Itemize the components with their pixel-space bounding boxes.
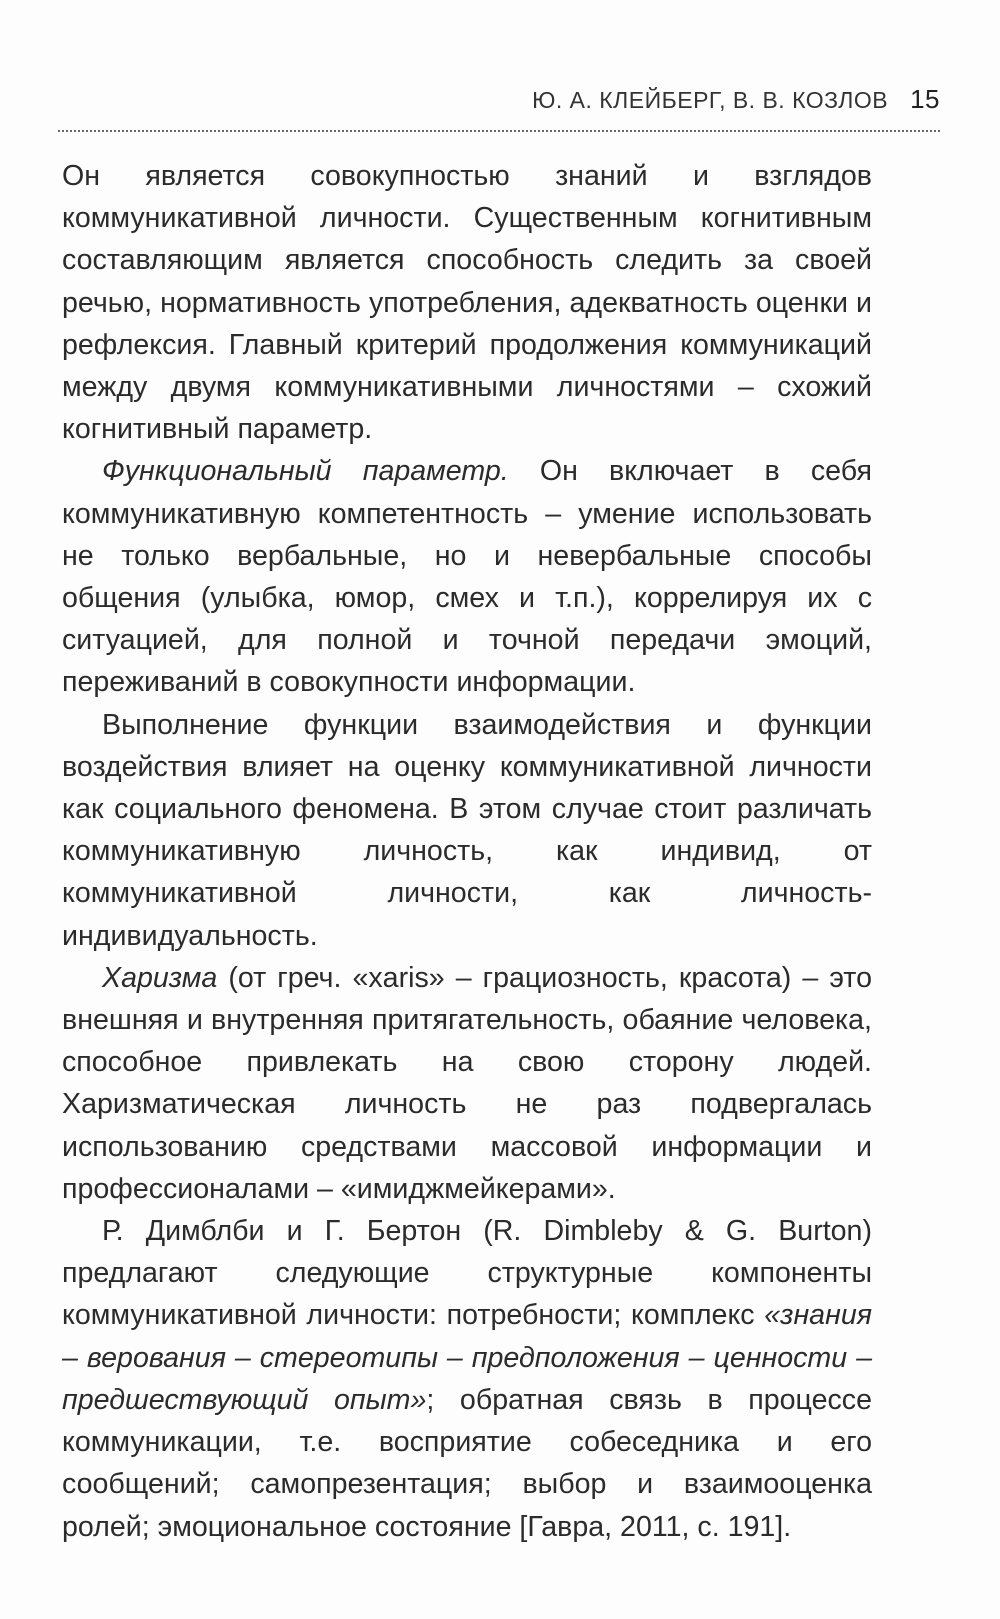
- running-header: [58, 84, 940, 124]
- paragraph-2: [62, 450, 872, 703]
- paragraph-4: [62, 957, 872, 1210]
- paragraph-5-italic: «знания – верования – стереотипы – предположения – ценности – предшествующий опыт»: [62, 1299, 872, 1416]
- paragraph-1: [62, 155, 872, 450]
- paragraph-4-term: Харизма: [102, 961, 218, 994]
- paragraph-5-end: ; обратная связь в процессе коммуникации, т.е. восприятие собеседника и его сообщений; самопрезентация; выбор и взаимооценка ролей; эмоциональное состояние [Гавра, 2011, с. 191].: [62, 1383, 873, 1543]
- page-body: [62, 155, 872, 1548]
- paragraph-3: [62, 704, 872, 957]
- header-authors: Ю. А. КЛЕЙБЕРГ, В. В. КОЗЛОВ: [532, 87, 889, 113]
- paragraph-3-text: Выполнение функции взаимодействия и функции воздействия влияет на оценку коммуникативной личности как социального феномена. В этом случае стоит различать коммуникативную личность, как индивид, от коммуникативной личности, как личность-индивидуальность.: [62, 708, 872, 952]
- paragraph-1-text: Он является совокупностью знаний и взглядов коммуникативной личности. Существенным когнитивным составляющим является способность следить за своей речью, нормативность употребления, адекватность оценки и рефлексия. Главный критерий продолжения коммуникаций между двумя коммуникативными личностями – схожий когнитивный параметр.: [62, 160, 872, 446]
- paragraph-2-text: Он включает в себя коммуникативную компетентность – умение использовать не только вербальные, но и невербальные способы общения (улыбка, юмор, смех и т.п.), коррелируя их с ситуацией, для полной и точной передачи эмоций, переживаний в совокупности информации.: [62, 455, 872, 699]
- paragraph-4-text: (от греч. «xaris» – грациозность, красота) – это внешняя и внутренняя притягательность, обаяние человека, способное привлекать на свою сторону людей. Харизматическая личность не раз подвергалась использованию средствами массовой информации и профессионалами – «имиджмейкерами».: [62, 961, 872, 1205]
- header-dotted-rule: [58, 130, 940, 132]
- paragraph-5-start: Р. Димблби и Г. Бертон (R. Dimbleby & G. Burton) предлагают следующие структурные компоненты коммуникативной личности: потребности; комплекс: [62, 1215, 872, 1332]
- paragraph-5: [62, 1210, 872, 1548]
- page-number: 15: [910, 84, 940, 114]
- paragraph-2-term: Функциональный параметр.: [102, 455, 509, 488]
